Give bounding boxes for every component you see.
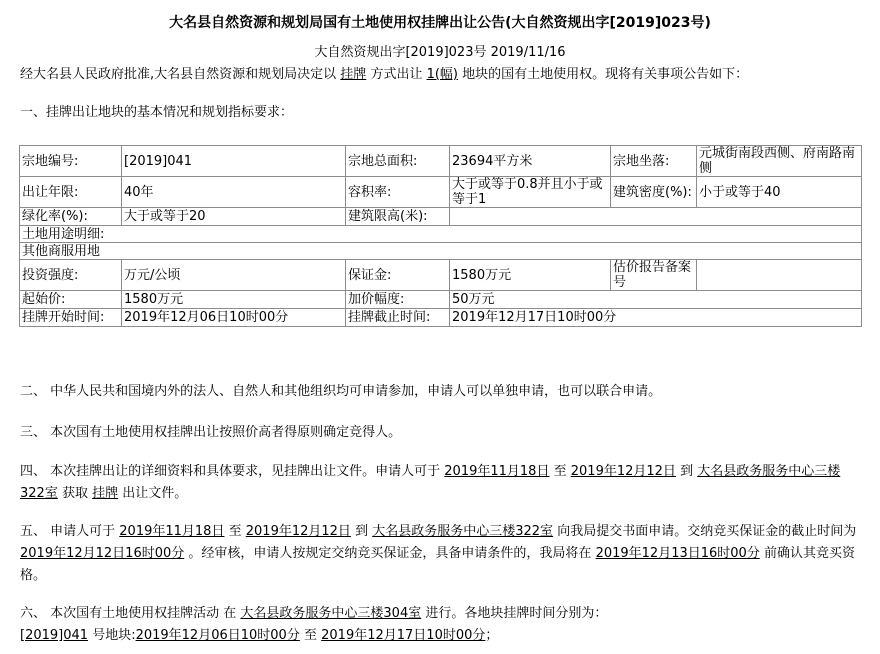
page-title: 大名县自然资源和规划局国有土地使用权挂牌出让公告(大自然资规出字[2019]023号)	[169, 15, 711, 31]
s5-date-to: 2019年12月12日	[245, 524, 351, 539]
invest-label: 投资强度:	[20, 260, 122, 291]
intro-count: 1(幅)	[426, 67, 459, 82]
land-use-value: 其他商服用地	[20, 243, 862, 260]
deposit-label: 保证金:	[346, 260, 450, 291]
s5-date-from: 2019年11月18日	[119, 524, 225, 539]
s6-place: 大名县政务服务中心三楼304室	[240, 606, 422, 621]
s5-mid1: 向我局提交书面申请。交纳竞买保证金的截止时间为	[557, 524, 857, 539]
s6-to: 至	[303, 628, 317, 643]
green-label: 绿化率(%):	[20, 208, 122, 226]
term-value: 40年	[122, 177, 346, 208]
s5-deadline: 2019年12月12日16时00分	[20, 546, 185, 561]
section1-heading: 一、挂牌出让地块的基本情况和规划指标要求：	[20, 105, 294, 120]
s6-line1	[20, 603, 862, 625]
increment-label: 加价幅度:	[346, 291, 450, 309]
s6-end-post: ；	[485, 628, 499, 643]
end-time-label: 挂牌截止时间:	[346, 309, 450, 327]
section3-paragraph: 三、 本次国有土地使用权挂牌出让按照价高者得原则确定竞得人。	[20, 425, 402, 440]
s5-confirm: 2019年12月13日16时00分	[595, 546, 760, 561]
intro-mid: 方式出让	[370, 67, 423, 82]
area-value: 23694平方米	[450, 146, 611, 177]
table-row	[20, 291, 862, 309]
s5-mid2: 。经审核，申请人按规定交纳竞买保证金，具备申请条件的，我局将在	[188, 546, 592, 561]
s6-line2	[20, 625, 862, 647]
start-time-label: 挂牌开始时间:	[20, 309, 122, 327]
s5-to2: 到	[355, 524, 369, 539]
section4-paragraph	[20, 461, 862, 505]
s6-start: 2019年12月06日10时00分	[135, 628, 300, 643]
section6-paragraph	[20, 603, 862, 647]
deposit-value: 1580万元	[450, 260, 611, 291]
table-row	[20, 146, 862, 177]
s6-parcel-post: 号地块:	[92, 628, 136, 643]
intro-method: 挂牌	[340, 67, 367, 82]
end-time-value: 2019年12月17日10时00分	[450, 309, 862, 327]
green-value: 大于或等于20	[122, 208, 346, 226]
table-row	[20, 226, 862, 243]
start-price-label: 起始价:	[20, 291, 122, 309]
density-label: 建筑密度(%):	[611, 177, 697, 208]
section5-paragraph	[20, 521, 862, 587]
s6-pre: 六、 本次国有土地使用权挂牌活动 在	[20, 606, 237, 621]
height-value	[450, 208, 862, 226]
intro-pre: 经大名县人民政府批准,大名县自然资源和规划局决定以	[20, 67, 337, 82]
term-label: 出让年限:	[20, 177, 122, 208]
s4-pre: 四、 本次挂牌出让的详细资料和具体要求，见挂牌出让文件。申请人可于	[20, 464, 441, 479]
report-value	[697, 260, 862, 291]
parcel-info-table	[19, 145, 862, 327]
table-row	[20, 177, 862, 208]
document-number: 大自然资规出字[2019]023号 2019/11/16	[314, 45, 566, 60]
parcel-no-label: 宗地编号:	[20, 146, 122, 177]
land-use-label: 土地用途明细:	[20, 226, 862, 243]
s4-to1: 至	[553, 464, 567, 479]
table-row	[20, 208, 862, 226]
s5-post: 前确认其竞买资格。	[20, 546, 855, 583]
location-label: 宗地坐落:	[611, 146, 697, 177]
s6-parcel: [2019]041	[20, 628, 89, 643]
location-value: 元城街南段西侧、府南路南侧	[697, 146, 862, 177]
intro-post: 地块的国有土地使用权。现将有关事项公告如下：	[462, 67, 749, 82]
s6-end: 2019年12月17日10时00分	[321, 628, 486, 643]
s4-date-from: 2019年11月18日	[444, 464, 550, 479]
s4-get: 获取	[61, 486, 88, 501]
report-label: 估价报告备案号	[611, 260, 697, 291]
far-label: 容积率:	[346, 177, 450, 208]
section2-paragraph: 二、 中华人民共和国境内外的法人、自然人和其他组织均可申请参加，申请人可以单独申请，也可以联合申请。	[20, 384, 662, 399]
increment-value: 50万元	[450, 291, 862, 309]
s4-place: 大名县政务服务中心三楼322室	[20, 464, 841, 501]
s4-method: 挂牌	[92, 486, 119, 501]
table-row	[20, 260, 862, 291]
s5-place: 大名县政务服务中心三楼322室	[372, 524, 554, 539]
start-price-value: 1580万元	[122, 291, 346, 309]
s5-to1: 至	[228, 524, 242, 539]
s4-post: 出让文件。	[122, 486, 188, 501]
start-time-value: 2019年12月06日10时00分	[122, 309, 346, 327]
invest-value: 万元/公顷	[122, 260, 346, 291]
density-value: 小于或等于40	[697, 177, 862, 208]
s5-pre: 五、 申请人可于	[20, 524, 116, 539]
area-label: 宗地总面积:	[346, 146, 450, 177]
parcel-no-value: [2019]041	[122, 146, 346, 177]
s4-to2: 到	[680, 464, 694, 479]
table-row	[20, 243, 862, 260]
s4-date-to: 2019年12月12日	[570, 464, 676, 479]
intro-paragraph	[20, 63, 748, 82]
far-value: 大于或等于0.8并且小于或等于1	[450, 177, 611, 208]
table-row	[20, 309, 862, 327]
s6-post: 进行。各地块挂牌时间分别为：	[425, 606, 608, 621]
height-label: 建筑限高(米):	[346, 208, 450, 226]
